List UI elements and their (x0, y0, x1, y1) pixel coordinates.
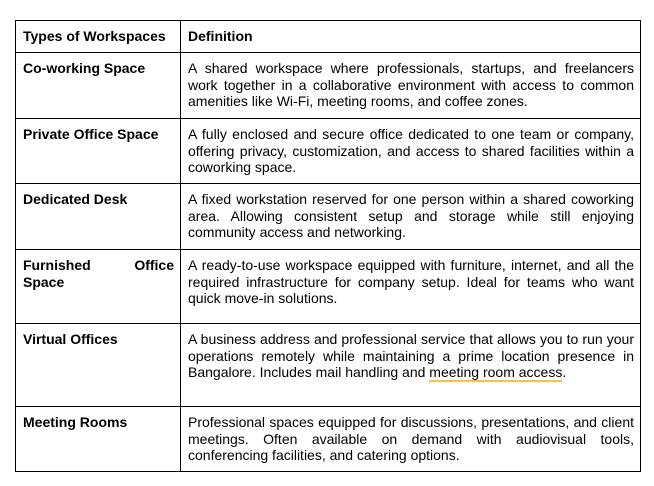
type-word: Office (134, 257, 174, 273)
table-header-row (16, 21, 641, 53)
table-row (16, 119, 641, 184)
type-word: Furnished (23, 257, 91, 273)
workspace-type (16, 250, 181, 324)
definition-text: . (562, 364, 567, 380)
table-row (16, 184, 641, 250)
workspaces-table (15, 20, 641, 472)
workspace-definition (181, 324, 641, 407)
workspace-type: Meeting Rooms (16, 407, 181, 472)
workspace-definition: Professional spaces equipped for discussions, presentations, and client meetings. Often available on demand with audiovisual tools, conferencing facilities, and catering options. (181, 407, 641, 472)
workspace-definition: A fully enclosed and secure office dedicated to one team or company, offering privacy, customization, and access to shared facilities within a coworking space. (181, 119, 641, 184)
workspace-definition: A shared workspace where professionals, startups, and freelancers work together in a collaborative environment with access to common amenities like Wi-Fi, meeting rooms, and coffee zones. (181, 53, 641, 119)
workspace-definition: A ready-to-use workspace equipped with furniture, internet, and all the required infrastructure for company setup. Ideal for teams who want quick move-in solutions. (181, 250, 641, 324)
workspace-type: Virtual Offices (16, 324, 181, 407)
table-row (16, 407, 641, 472)
type-line-1 (23, 257, 174, 274)
workspace-definition: A fixed workstation reserved for one person within a shared coworking area. Allowing consistent setup and storage while still enjoying community access and networking. (181, 184, 641, 250)
definition-text: A business address and professional service that allows you to run your operations remotely while maintaining a prime location presence in Bangalore. Includes mail handling and (188, 331, 634, 380)
workspace-type: Dedicated Desk (16, 184, 181, 250)
type-line-2: Space (23, 273, 65, 290)
header-types: Types of Workspaces (16, 21, 181, 53)
workspace-type: Co-working Space (16, 53, 181, 119)
header-definition: Definition (181, 21, 641, 53)
workspace-type: Private Office Space (16, 119, 181, 184)
table-row (16, 324, 641, 407)
table-row (16, 250, 641, 324)
grammar-highlight[interactable]: meeting room access (429, 364, 563, 380)
table-row (16, 53, 641, 119)
